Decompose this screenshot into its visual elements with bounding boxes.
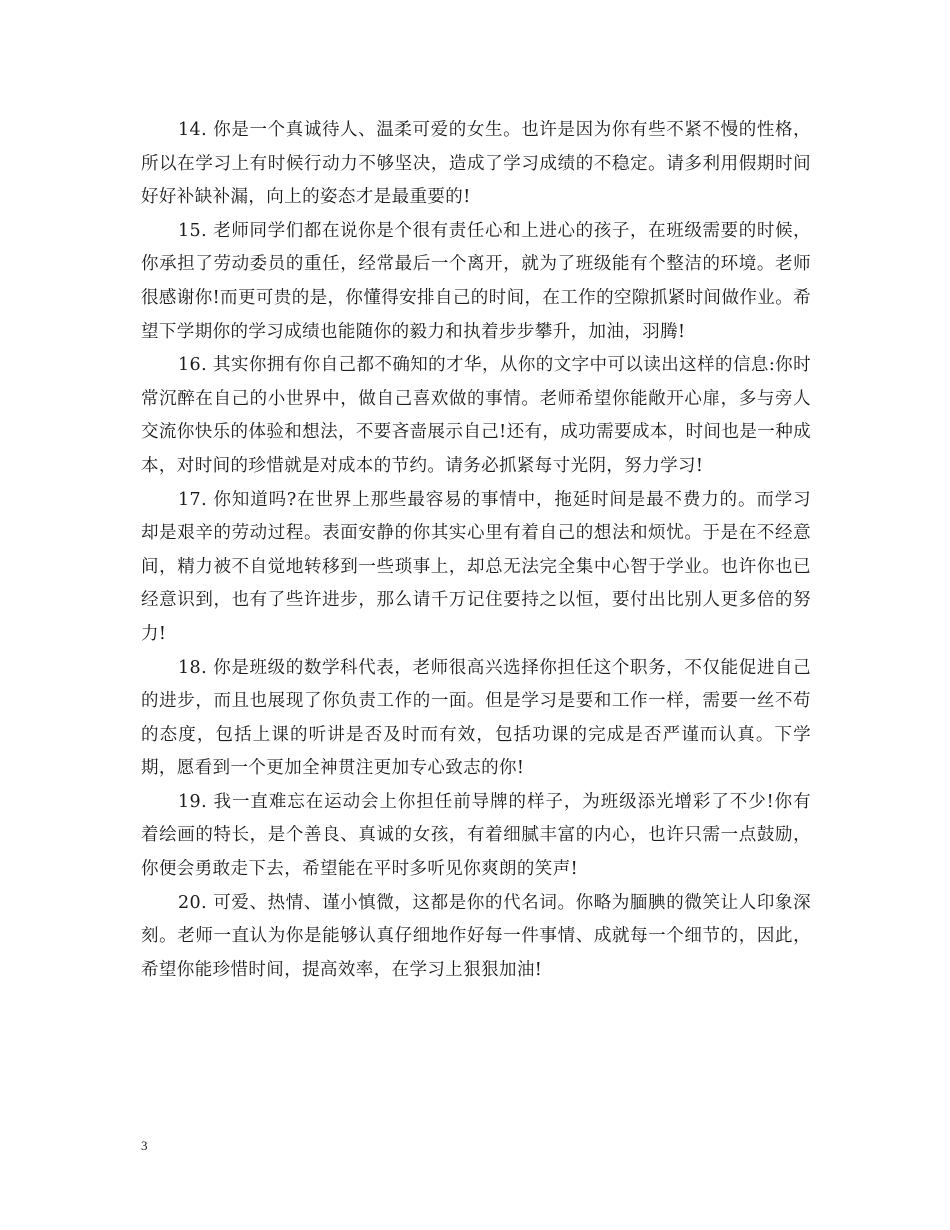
paragraph-14: 14. 你是一个真诚待人、温柔可爱的女生。也许是因为你有些不紧不慢的性格，所以在学习上有时候行动力不够坚决，造成了学习成绩的不稳定。请多利用假期时间好好补缺补漏，向上的姿态才是最重要的! bbox=[141, 120, 811, 208]
paragraph-20: 20. 可爱、热情、谨小慎微，这都是你的代名词。你略为腼腆的微笑让人印象深刻。老师一直认为你是能够认真仔细地作好每一件事情、成就每一个细节的，因此，希望你能珍惜时间，提高效率，在学习上狠狠加油! bbox=[141, 892, 811, 980]
paragraph-15: 15. 老师同学们都在说你是个很有责任心和上进心的孩子，在班级需要的时候，你承担了劳动委员的重任，经常最后一个离开，就为了班级能有个整洁的环境。老师很感谢你!而更可贵的是，你懂得安排自己的时间，在工作的空隙抓紧时间做作业。希望下学期你的学习成绩也能随你的毅力和执着步步攀升，加油，羽腾! bbox=[141, 220, 811, 342]
paragraph-19: 19. 我一直难忘在运动会上你担任前导牌的样子，为班级添光增彩了不少!你有着绘画的特长，是个善良、真诚的女孩，有着细腻丰富的内心，也许只需一点鼓励，你便会勇敢走下去，希望能在平时多听见你爽朗的笑声! bbox=[141, 791, 811, 880]
paragraph-17: 17. 你知道吗?在世界上那些最容易的事情中，拖延时间是最不费力的。而学习却是艰辛的劳动过程。表面安静的你其实心里有着自己的想法和烦忧。于是在不经意间，精力被不自觉地转移到一些琐事上，却总无法完全集中心智于学业。也许你也已经意识到，也有了些许进步，那么请千万记住要持之以恒，要付出比别人更多倍的努力! bbox=[141, 489, 811, 644]
paragraph-18: 18. 你是班级的数学科代表，老师很高兴选择你担任这个职务，不仅能促进自己的进步，而且也展现了你负责工作的一面。但是学习是要和工作一样，需要一丝不苟的态度，包括上课的听讲是否及时而有效，包括功课的完成是否严谨而认真。下学期，愿看到一个更加全神贯注更加专心致志的你! bbox=[141, 657, 811, 779]
page-number: 3 bbox=[141, 1138, 148, 1153]
paragraph-16: 16. 其实你拥有你自己都不确知的才华，从你的文字中可以读出这样的信息:你时常沉醉在自己的小世界中，做自己喜欢做的事情。老师希望你能敞开心扉，多与旁人交流你快乐的体验和想法，不要吝啬展示自己!还有，成功需要成本，时间也是一种成本，对时间的珍惜就是对成本的节约。请务必抓紧每寸光阴，努力学习! bbox=[141, 355, 811, 476]
document-body bbox=[141, 114, 811, 987]
